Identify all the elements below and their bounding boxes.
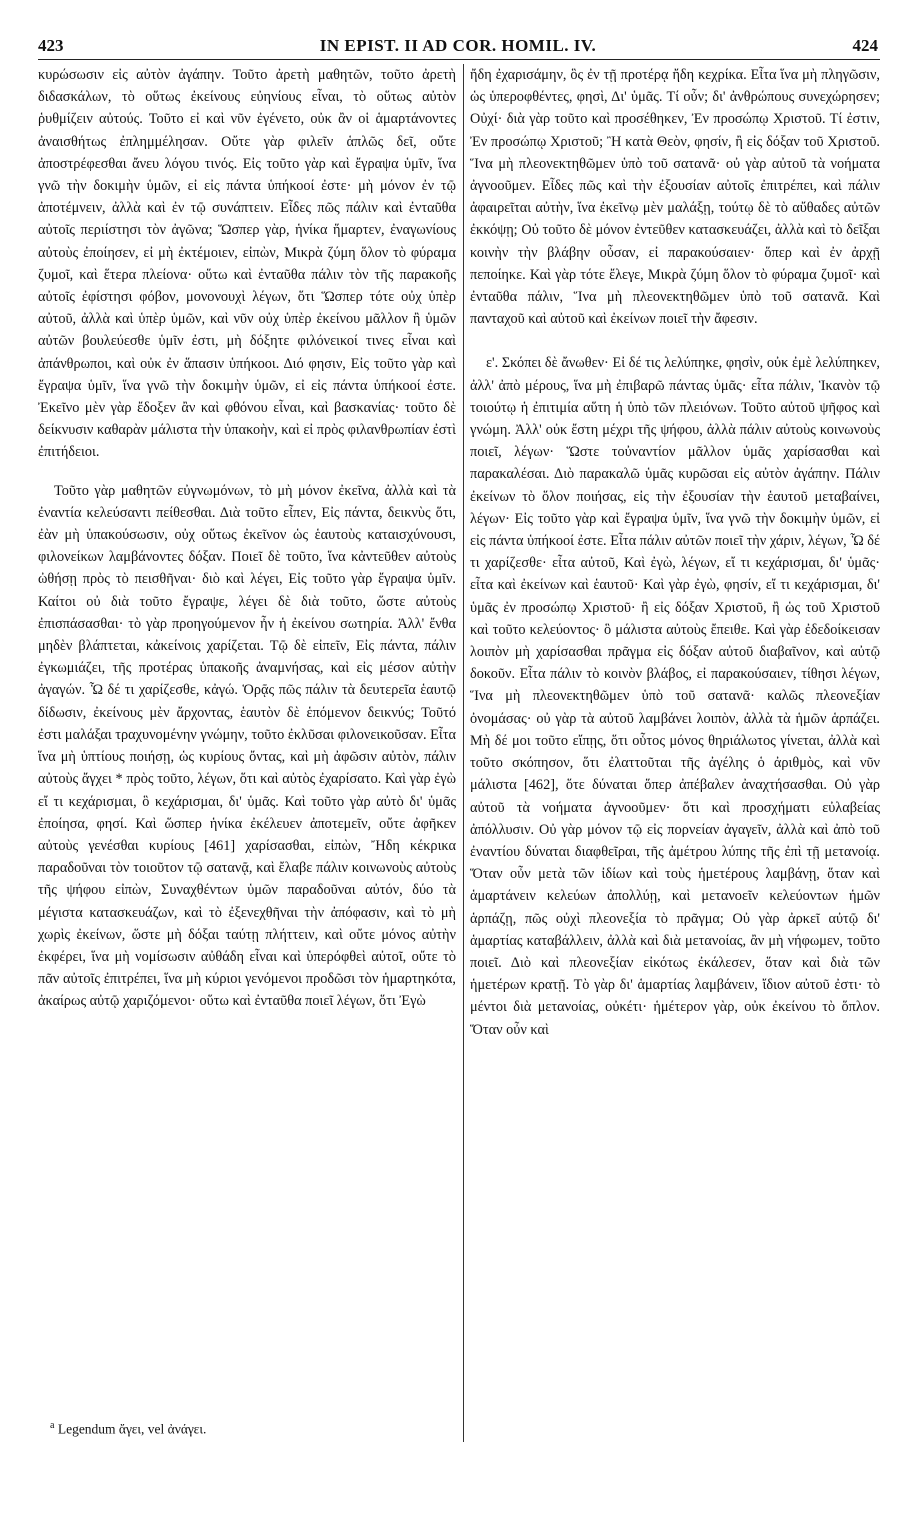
footnote	[50, 1420, 206, 1438]
running-title: IN EPIST. II AD COR. HOMIL. IV.	[319, 36, 597, 55]
right-paragraph-2: ε'. Σκόπει δὲ ἄνωθεν· Εἰ δέ τις λελύπηκε, φησὶν, οὐκ ἐμὲ λελύπηκεν, ἀλλ' ἀπὸ μέρους, ἵνα μὴ ἐπιβαρῶ πάντας ὑμᾶς· εἶτα πάλιν, Ἱκανὸν τῷ τοιούτῳ ἡ ἐπιτιμία αὕτη ἡ ὑπὸ τῶν πλειόνων. Τοῦτο αὐτοῦ ψῆφος καὶ γνώμη. Ἀλλ' οὐκ ἔστη μέχρι τῆς ψήφου, ἀλλὰ πάλιν αὐτοὺς κοινωνοὺς ποιεῖ, λέγων· Ὥστε τοὐναντίον μᾶλλον ὑμᾶς χαρίσασθαι καὶ παρακαλέσαι. Διὸ παρακαλῶ ὑμᾶς κυρῶσαι εἰς αὐτὸν ἀγάπην. Πάλιν ἐκείνων τὸ ὅλον ποιήσας, εἰς τὴν ἐξουσίαν τὴν ἑαυτοῦ μεταβαίνει, λέγων· Εἰς τοῦτο γὰρ καὶ ἔγραψα ὑμῖν, ἵνα γνῶ τὴν δοκιμὴν ὑμῶν, εἰ εἰς πάντα ὑπήκοοί ἐστε. Εἶτα πάλιν αὐτῶν ποιεῖ τὴν χάριν, λέγων, Ὧ δέ τι χαρίζεσθε· εἶτα αὐτοῦ, Καὶ ἐγὼ, λέγων, εἴ τι κεχάρισμαι, δι' ὑμᾶς· εἶτα καὶ ἐκείνων καὶ ἑαυτοῦ· Καὶ γὰρ ἐγὼ, φησίν, εἴ τι κεχάρισμαι, δι' ὑμᾶς ἐν προσώπῳ Χριστοῦ· ἢ εἰς δόξαν Χριστοῦ, ἢ ὡς τοῦ Χριστοῦ καὶ τοῦτο κελεύοντος· ὃ μάλιστα αὐτοὺς ἔπειθε. Καὶ γὰρ ἐδεδοίκεισαν λοιπὸν μὴ χαρίσασθαι πρᾶγμα εἰς δόξαν αὐτοῦ διαβαῖνον, καὶ αὐτῷ δοκοῦν. Εἶτα πάλιν τὸ κοινὸν βλάβος, εἰ παρακούσαιεν, τίθησι λέγων, Ἵνα μὴ πλεονεκτηθῶμεν ὑπὸ τοῦ σατανᾶ· καλῶς πλεονεξίαν ὀνομάσας· οὐ γὰρ τὰ αὐτοῦ λαμβάνει λοιπὸν, ἀλλὰ τὰ ἡμῶν ἁρπάζει. Μὴ δέ μοι τοῦτο εἴπῃς, ὅτι οὗτος μόνος θηριάλωτος γίνεται, ἀλλὰ καὶ τοῦτο σκόπησον, ὅτι ἐλαττοῦται τῆς ἀγέλης ὁ ἀριθμὸς, καὶ νῦν μάλιστα [462], ὅτε δύναται ὅπερ ἀπέβαλεν ἀναχτήσασθαι. Οὐ γὰρ αὐτοῦ τὰ νοήματα ἀγνοοῦμεν· ὅτι καὶ προσχήματι εὐλαβείας ἀπόλλυσιν. Οὐ γὰρ μόνον τῷ εἰς πορνείαν ἀγαγεῖν, ἀλλὰ καὶ ἀπὸ τοῦ ἐναντίου δύναται διαφθεῖραι, τῆς ἀμέτρου λύπης τῆς ἐπὶ τῇ μετανοίᾳ. Ὅταν οὖν μετὰ τῶν ἰδίων καὶ τοὺς ἡμετέρους λαμβάνῃ, ὅταν καὶ ἁμαρτάνειν κελεύων ἀπολλύῃ, καὶ μετανοεῖν κελεύοντων ἡμῶν ἁρπάζῃ, πῶς οὐχὶ πλεονεξία τὸ πρᾶγμα; Οὐ γὰρ ἀρκεῖ αὐτῷ δι' ἁμαρτίας καταβάλλειν, ἀλλὰ καὶ διὰ μετανοίας, ἂν μὴ νήφωμεν, τοῦτο ποιεῖ. Διὸ καὶ πλεονεξίαν εἰκότως ἐκάλεσεν, ὅταν καὶ διὰ τῶν ἡμετέρων κρατῇ. Τὸ γὰρ δι' ἁμαρτίας λαμβάνειν, ἴδιον αὐτοῦ ἐστι· τὸ μέντοι διὰ μετανοίας, οὐκέτι· ἡμέτερον γὰρ, οὐκ ἐκείνου τὸ ὅπλον. Ὅταν οὖν καὶ	[470, 355, 880, 1038]
right-paragraph-1: ἤδη ἐχαρισάμην, ὃς ἐν τῇ προτέρᾳ ἤδη κεχρίκα. Εἶτα ἵνα μὴ πληγῶσιν, ὡς ὑπεροφθέντες, φησὶ, Δι' ὑμᾶς. Τί οὖν; δι' ἀνθρώπους συνεχώρησεν; Οὐχί· διὰ γὰρ τοῦτο καὶ προσέθηκεν, Ἐν προσώπῳ Χριστοῦ. Τί ἐστιν, Ἐν προσώπῳ Χριστοῦ; Ἢ κατὰ Θεὸν, φησίν, ἢ εἰς δόξαν τοῦ Χριστοῦ. Ἵνα μὴ πλεονεκτηθῶμεν ὑπὸ τοῦ σατανᾶ· οὐ γὰρ αὐτοῦ τὰ νοήματα ἀγνοοῦμεν. Εἶδες πῶς καὶ τὴν ἐξουσίαν αὐτοῖς ἐπιτρέπει, καὶ πάλιν ἀφαιρεῖται αὐτὴν, ἵνα ἐκεῖνῳ μὲν μαλάξῃ, τούτῳ δὲ τὸ αὔθαδες αὐτῶν ἐκκόψῃ; Οὐ τοῦτο δὲ μόνον ἐντεῦθεν κατασκευάζει, ἀλλὰ καὶ τὸ δεῖξαι κοινὴν τὴν βλάβην οὖσαν, εἰ παρακούσαιεν· ὅπερ καὶ ἐν ἀρχῇ πεποίηκε. Καὶ γὰρ τότε ἔλεγε, Μικρὰ ζύμη ὅλον τὸ φύραμα ζυμοῖ· καὶ ἐνταῦθα πάλιν, Ἵνα μὴ πλεονεκτηθῶμεν ὑπὸ τοῦ σατανᾶ. Καὶ πανταχοῦ καὶ αὐτοῦ καὶ ἐκείνων ποιεῖ τὴν ἄφεσιν.	[470, 67, 880, 328]
header-rule	[38, 59, 880, 60]
left-paragraph-2: Τοῦτο γὰρ μαθητῶν εὐγνωμόνων, τὸ μὴ μόνον ἐκεῖνα, ἀλλὰ καὶ τὰ ἐναντία κελεύσαντι πείθεσθαι. Διὰ τοῦτο εἶπεν, Εἰς πάντα, δεικνὺς ὅτι, ἐὰν μὴ ὑπακούσωσιν, οὐχ οὕτως ἐκεῖνον ὡς ἑαυτοὺς καταισχύνουσι, φιλονείκων λαμβάνοντες δόξαν. Ποιεῖ δὲ τοῦτο, ἵνα κἀντεῦθεν αὐτοὺς ὠθήσῃ πρὸς τὸ πεισθῆναι· διὸ καὶ λέγει, Εἰς τοῦτο γὰρ ἔγραψα ὑμῖν. Καίτοι οὐ διὰ τοῦτο ἔγραψε, λέγει δὲ διὰ τοῦτο, ὥστε αὐτοὺς ἐπισπάσασθαι· τὸ γὰρ προηγούμενον ἦν ἡ ἐκείνου σωτηρία. Ἀλλ' ἔνθα μηδὲν βλάπτεται, κἀκείνοις χαρίζεται. Τῷ δὲ εἰπεῖν, Εἰς πάντα, πάλιν ἐγκωμιάζει, τῆς προτέρας ὑπακοῆς ἀναμνήσας, καὶ εἰς μέσον αὐτὴν ἀγαγών. Ὧ δέ τι χαρίζεσθε, κἀγώ. Ὁρᾷς πῶς πάλιν τὰ δευτερεῖα ἑαυτῷ δίδωσιν, ἐκείνους μὲν ἄρχοντας, ἑαυτὸν δὲ ἑπόμενον δεικνύς; Τοῦτό ἐστι μαλάξαι τραχυνομένην γνώμην, τοῦτο ἐκλῦσαι φιλονεικοῦσαν. Εἶτα ἵνα μὴ ὑπτίους ποιήσῃ, ὡς κυρίους ὄντας, καὶ μὴ ἀφῶσιν αὐτὸν, πάλιν αὐτοὺς ἄγχει * πρὸς τοῦτο, λέγων, ὅτι καὶ αὐτὸς ἐχαρίσατο. Καὶ γὰρ ἐγὼ εἴ τι κεχάρισμαι, ὃ κεχάρισμαι, δι' ὑμᾶς. Καὶ τοῦτο γὰρ αὐτὸ δι' ὑμᾶς ἐποίησα, φησί. Καὶ ὥσπερ ἡνίκα ἐκέλευεν ἀποτεμεῖν, οὔτε ἀφῆκεν αὐτοὺς γενέσθαι κυρίους [461] χαρίσασθαι, εἰπὼν, Ἤδη κέκρικα παραδοῦναι τὸν τοιοῦτον τῷ σατανᾷ, καὶ ἔλαβε πάλιν κοινωνοὺς αὐτοὺς τῆς ψήφου εἰπὼν, Συναχθέντων ὑμῶν παραδοῦναι αὐτόν, δύο τὰ μέγιστα κατασκευάζων, καὶ τὸ ἐξενεχθῆναι τὴν ἀπόφασιν, καὶ τὸ μὴ χωρὶς ἐκείνων, ὥστε μὴ δόξαι ταύτῃ πλήττειν, καὶ οὔτε μόνος αὐτὴν ἐκφέρει, ἵνα μὴ νομίσωσιν αὐθάδη εἶναι καὶ ὑπερόφθεὶ αὐτοῖ, οὔτε τὸ πᾶν αὐτοῖς ἐπιτρέπει, ἵνα μὴ κύριοι γενόμενοι προδῶσι τὸν ἡμαρτηκότα, ἀκαίρως αὐτῷ χαριζόμενοι· οὕτω καὶ ἐνταῦθα ποιεῖ λέγων, ὅτι Ἐγὼ	[38, 482, 456, 1010]
right-column	[470, 64, 880, 1041]
left-column	[38, 64, 456, 1013]
page-header	[30, 36, 886, 60]
page-number-right: 424	[852, 36, 878, 55]
page-number-left: 423	[38, 36, 64, 55]
footnote-marker: a	[50, 1420, 55, 1431]
column-divider	[463, 64, 464, 1442]
left-paragraph-1: κυρώσωσιν εἰς αὐτὸν ἀγάπην. Τοῦτο ἀρετὴ μαθητῶν, τοῦτο ἀρετὴ διδασκάλων, τὸ οὕτως ἐκείνους εὐηνίους εἶναι, τὸ οὕτως αὐτὸν ῥυθμίζειν αὐτούς. Τοῦτο εἰ καὶ νῦν ἐγένετο, οὐκ ἂν οἱ ἁμαρτάνοντες ἀναισθήτως ἐπλημμέλησαν. Οὔτε γὰρ φιλεῖν ἁπλῶς δεῖ, οὔτε ἀποστρέφεσθαι ἄνευ λόγου τινός. Εἰς τοῦτο γὰρ καὶ ἔγραψα ὑμῖν, ἵνα γνῶ τὴν δοκιμὴν ὑμῶν, εἰ εἰς πάντα ὑπήκοοί ἐστε· μὴ μόνον ἐν τῷ ἀποτέμνειν, ἀλλὰ καὶ ἐν τῷ συνάπτειν. Εἶδες πῶς πάλιν καὶ ἐνταῦθα αὐτοῖς περιίστησι τὸν ἀγῶνα; Ὥσπερ γὰρ, ἡνίκα ἥμαρτεν, ἐναγωνίους αὐτοὺς ἐποίησεν, εἰ μὴ ἐκτέμοιεν, εἰπὼν, Μικρὰ ζύμη ὅλον τὸ φύραμα ζυμοῖ, καὶ ἕτερα πλείονα· οὕτω καὶ ἐνταῦθα πάλιν τὸν τῆς παρακοῆς αὐτοῖς ἐφίστησι φόβον, μονονουχὶ λέγων, ὅτι Ὥσπερ τότε οὐχ ὑπὲρ αὐτοῦ, ἀλλὰ καὶ ὑπὲρ ὑμῶν, καὶ νῦν οὐχ ὑπὲρ ἐκείνου μᾶλλον ἢ ὑμῶν αὐτῶν βουλεύεσθε ὑμῖν ἐστι, μὴ δόξητε φιλόνεικοί τινες εἶναι καὶ ἀπάνθρωποι, καὶ οὐκ ἐν ἅπασιν ὑπήκοοι. Διό φησιν, Εἰς τοῦτο γὰρ καὶ ἔγραψα ὑμῖν, ἵνα γνῶ τὴν δοκιμὴν ὑμῶν, εἰ εἰς πάντα ὑπήκοοί ἐστε. Ἐκεῖνο μὲν γὰρ ἔδοξεν ἂν καὶ φθόνου εἶναι, καὶ βασκανίας· τοῦτο δὲ δείκνυσιν καθαρὰν μάλιστα τὴν ὑπακοὴν, καὶ εἰ πρὸς φιλανθρωπίαν ἐστὶ ἐπιτήδειοι.	[38, 67, 456, 461]
footnote-text: Legendum ἄγει, vel ἀνάγει.	[57, 1421, 207, 1437]
